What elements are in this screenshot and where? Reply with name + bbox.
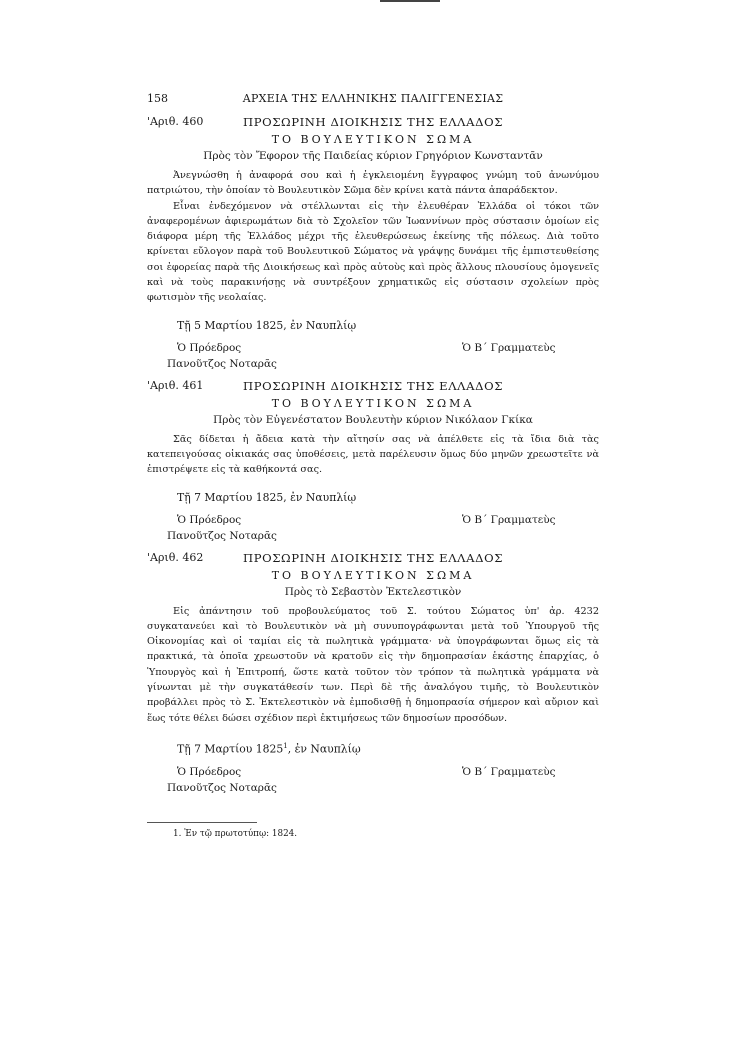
signatures: [147, 340, 599, 374]
president-title: Ὁ Πρόεδρος: [177, 765, 242, 778]
government-heading: ΠΡΟΣΩΡΙΝΗ ΔΙΟΙΚΗΣΙΣ ΤΗΣ ΕΛΛΑΔΟΣ: [243, 115, 503, 129]
document-text: [147, 604, 599, 726]
document-number: 'Αριθ. 461: [147, 378, 204, 392]
page: [147, 92, 599, 841]
paragraph: Σᾶς δίδεται ἡ ἄδεια κατὰ τὴν αἴτησίν σας νὰ ἀπέλθετε εἰς τὰ ἴδια διὰ τὰς κατεπειγούσας οἰκιακάς σας ὑποθέσεις, μετὰ παρέλευσιν ὅμως δύο μηνῶν χρεωστεῖτε νὰ ἐπιστρέψετε εἰς τὰ καθήκοντά σας.: [147, 433, 599, 476]
president-title: Ὁ Πρόεδρος: [177, 513, 242, 526]
president-name: Πανοῦτζος Νοταρᾶς: [167, 781, 277, 794]
date-line: Τῇ 5 Μαρτίου 1825, ἐν Ναυπλίῳ: [177, 318, 357, 332]
document-461: [147, 378, 599, 546]
footnote-marker: 1: [283, 741, 288, 750]
signatures: [147, 512, 599, 546]
document-number: 'Αριθ. 462: [147, 550, 204, 564]
body-heading: ΤΟ ΒΟΥΛΕΥΤΙΚΟΝ ΣΩΜΑ: [271, 396, 475, 410]
document-text: [147, 432, 599, 478]
president-name: Πανοῦτζος Νοταρᾶς: [167, 357, 277, 370]
date-line: Τῇ 7 Μαρτίου 1825, ἐν Ναυπλίῳ: [177, 490, 357, 504]
paragraph: Εἰς ἀπάντησιν τοῦ προβουλεύματος τοῦ Σ. τούτου Σώματος ὑπ' ἀρ. 4232 συγκατανεύει καὶ τὸ Βουλευτικὸν νὰ μὴ συνυπογράφωνται μετὰ τοῦ Ὑπουργοῦ τῆς Οἰκονομίας καὶ οἱ ταμίαι εἰς τὰ πωλητικὰ γράμματα· νὰ ὑπογράφωνται ὅμως εἰς τὰ πρακτικά, τὰ ὁποῖα χρεωστοῦν νὰ κρατοῦν εἰς τὴν δημοπρασίαν ἑκάστης ἐπαρχίας, ὁ Ὑπουργὸς καὶ ἡ Ἐπιτροπή, ὥστε κατὰ τοῦτον τὸν τρόπον τὰ πωλητικὰ γράμματα νὰ γίνωνται μὲ τὴν συγκατάθεσίν των. Περὶ δὲ τῆς ἀναλόγου τιμῆς, τὸ Βουλευτικὸν προβάλλει πρὸς τὸ Σ. Ἐκτελεστικὸν νὰ ἐμποδισθῇ ἡ δημοπρασία σήμερον καὶ αὔριον καὶ ἕως τότε θέλει δώσει σχέδιον περὶ ἐκτιμήσεως τῶν δημοσίων προσόδων.: [147, 605, 599, 724]
scan-edge-mark: [380, 0, 440, 2]
addressee: Πρὸς τὸν Εὐγενέστατον Βουλευτὴν κύριον Νικόλαον Γκίκα: [213, 413, 533, 426]
running-title: ΑΡΧΕΙΑ ΤΗΣ ΕΛΛΗΝΙΚΗΣ ΠΑΛΙΓΓΕΝΕΣΙΑΣ: [242, 92, 504, 105]
addressee: Πρὸς τὸ Σεβαστὸν Ἐκτελεστικὸν: [284, 585, 462, 598]
body-heading: ΤΟ ΒΟΥΛΕΥΤΙΚΟΝ ΣΩΜΑ: [271, 133, 475, 146]
footnote: 1. Ἐν τῷ πρωτοτύπῳ: 1824.: [173, 828, 298, 839]
paragraph: Ἀνεγνώσθη ἡ ἀναφορά σου καὶ ἡ ἐγκλειομένη ἔγγραφος γνώμη τοῦ ἀνωνύμου πατριώτου, τὴν ὁποίαν τὸ Βουλευτικὸν Σῶμα δὲν κρίνει κατὰ πάντα ἀπαράδεκτον.: [147, 170, 599, 197]
president-name: Πανοῦτζος Νοταρᾶς: [167, 529, 277, 542]
body-heading: ΤΟ ΒΟΥΛΕΥΤΙΚΟΝ ΣΩΜΑ: [271, 568, 475, 582]
paragraph: Εἶναι ἐνδεχόμενον νὰ στέλλωνται εἰς τὴν ἐλευθέραν Ἑλλάδα οἱ τόκοι τῶν ἀναφερομένων ἀφιερωμάτων διὰ τὸ Σχολεῖον τῶν Ἰωαννίνων πρὸς σύστασιν ὁμοίων εἰς διάφορα μέρη τῆς Ἑλλάδος μέχρι τῆς ἐλευθερώσεως ἐκείνης τῆς πόλεως. Διὰ τοῦτο κρίνεται εὔλογον παρὰ τοῦ Βουλευτικοῦ Σώματος νὰ γράψῃς δυνάμει τῆς ἐμπιστευθείσης σοι ἐφορείας παρὰ τῆς Διοικήσεως καὶ πρὸς αὐτοὺς καὶ πρὸς ἄλλους πλουσίους ὁμογενεῖς καὶ νὰ τοὺς παρακινήσῃς νὰ συντρέξουν χρηματικῶς εἰς σύστασιν σχολείων πρὸς φωτισμὸν τῆς νεολαίας.: [147, 200, 599, 304]
government-heading: ΠΡΟΣΩΡΙΝΗ ΔΙΟΙΚΗΣΙΣ ΤΗΣ ΕΛΛΑΔΟΣ: [243, 550, 503, 565]
date-place: , ἐν Ναυπλίῳ: [287, 742, 361, 756]
date-line: [177, 738, 599, 758]
president-title: Ὁ Πρόεδρος: [177, 341, 242, 354]
document-number: 'Αριθ. 460: [147, 115, 204, 128]
secretary-title: Ὁ Β΄ Γραμματεὺς: [462, 765, 556, 778]
page-header: [147, 92, 599, 110]
government-heading: ΠΡΟΣΩΡΙΝΗ ΔΙΟΙΚΗΣΙΣ ΤΗΣ ΕΛΛΑΔΟΣ: [243, 378, 503, 393]
date-text: Τῇ 7 Μαρτίου 1825: [177, 742, 284, 756]
document-460: [147, 114, 599, 374]
document-text: [147, 168, 599, 306]
document-462: [147, 550, 599, 798]
addressee: Πρὸς τὸν Ἔφορον τῆς Παιδείας κύριον Γρηγόριον Κωνσταντᾶν: [203, 150, 543, 162]
signatures: [147, 764, 599, 798]
secretary-title: Ὁ Β΄ Γραμματεὺς: [462, 513, 556, 526]
page-number: 158: [147, 92, 168, 105]
secretary-title: Ὁ Β΄ Γραμματεὺς: [462, 341, 556, 354]
footnote-rule: [147, 822, 257, 823]
